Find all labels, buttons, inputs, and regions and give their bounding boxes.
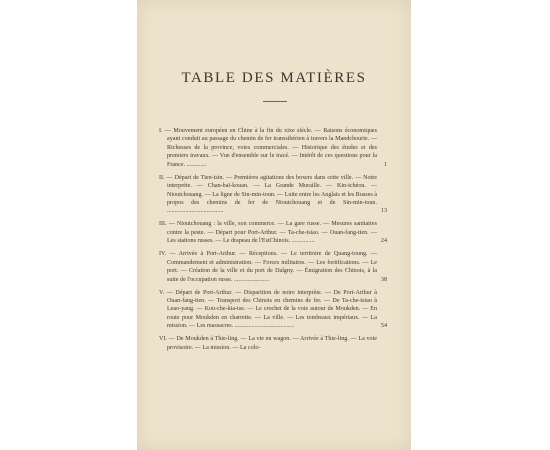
page-title: TABLE DES MATIÈRES [181, 70, 367, 86]
toc-entry-page: 38 [380, 276, 387, 283]
toc-entry-page: 54 [380, 323, 387, 330]
toc-entry [159, 289, 387, 331]
toc-entry-text: I. — Mouvement européen en Chine à la fin du xixe siècle. — Raisons économiques ayant conduit au passage du chemin de fer transsibérien à travers la Mandchourie. — Richesses de la province, voies commerciales. — Historique des études et des premiers travaux. — Vue d'ensemble sur le tracé. — Intérêt de ces questions pour la France. ............. [159, 128, 377, 168]
toc-entry [159, 250, 387, 284]
toc-entry-page: 24 [380, 238, 387, 245]
toc-entry [159, 127, 387, 169]
title-rule [263, 101, 287, 102]
toc-entry [159, 174, 387, 216]
toc-entry-text: II. — Départ de Tien-tsin. — Premières agitations des boxers dans cette ville. — Notre interprète. — Chan-haï-kouan. — La Grande Muraille. — Kin-tchéou. — Nioutchouang. — La ligne de Sin-min-toun. — Lutte entre les Anglais et les Russes à propos des chemins de fer de Nioutchouang et de Sin-min-toun. ..................................... [159, 174, 377, 215]
toc-entry [159, 220, 387, 245]
toc-entry-text: III. — Nioutchouang : la ville, son commerce. — La gare russe. — Mesures sanitaires contre la peste. — Départ pour Port-Arthur. — Ta-che-tsiao. — Ouan-fang-tien. — Les stations russes. — Le drapeau de l'EstChinois. ............... [159, 221, 377, 245]
toc-entry-page: 1 [383, 161, 387, 168]
toc-entry [159, 335, 387, 352]
book-page [137, 0, 411, 450]
toc-entry-text: IV. — Arrivée à Port-Arthur. — Réceptions. — Le territoire de Quang-toung. — Commandement et administration. — Forces militaires. — Les fortifications. — Le port. — Création de la ville et du port de Dalgny. — Émigration des Chinois, à la suite de l'occupation russe. ....................... [159, 251, 377, 283]
toc-entry-text: V. — Départ de Port-Arthur. — Disparition de notre interprète. — De Port-Arthur à Ouan-fang-tien. — Transport des Chinois en chemins de fer. — De Ta-che-tsiao à Leao-yang. — Kou-che-kia-tse. — Le crochet de la voie autour de Moukden. — En route pour Moukden en charrette. — La ville. — Les tombeaux impériaux. — La mission. — Les massacres. ....................................... [159, 289, 377, 330]
toc-entry-text: VI. — De Moukden à Thie-ling. — La vie en wagon. — Arrivée à Thie-ling. — La voie provisoire. — La mission. — La colo- [159, 336, 377, 351]
table-of-contents [159, 127, 387, 357]
toc-entry-page: 13 [380, 208, 387, 215]
